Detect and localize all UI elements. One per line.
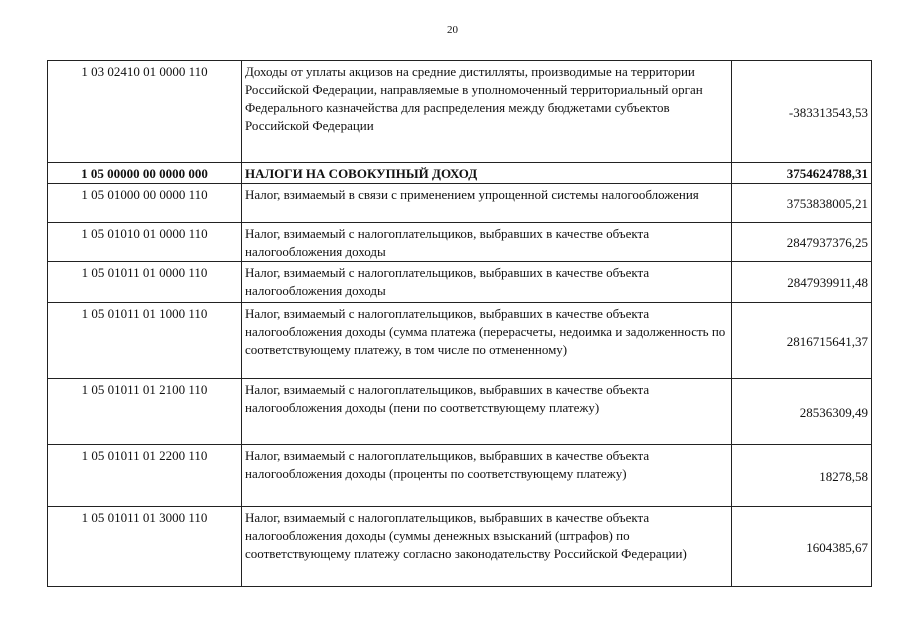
table-row	[48, 262, 872, 303]
table-row	[48, 379, 872, 445]
row-description-cell: Налог, взимаемый с налогоплательщиков, выбравших в качестве объекта налогообложения доходы (проценты по соответствующему платежу)	[242, 445, 732, 507]
table-row	[48, 445, 872, 507]
row-code-cell: 1 05 01011 01 2100 110	[48, 379, 242, 445]
row-amount-cell: 1604385,67	[732, 507, 872, 587]
page-number: 20	[447, 24, 458, 36]
table-row	[48, 223, 872, 262]
table-body	[48, 61, 872, 587]
row-description-cell: Налог, взимаемый с налогоплательщиков, выбравших в качестве объекта налогообложения доходы	[242, 223, 732, 262]
row-code-cell: 1 05 01000 00 0000 110	[48, 184, 242, 223]
table-row	[48, 61, 872, 163]
row-description-cell: Налог, взимаемый с налогоплательщиков, выбравших в качестве объекта налогообложения доходы (пени по соответствующему платежу)	[242, 379, 732, 445]
table-row	[48, 507, 872, 587]
row-description-cell: Налог, взимаемый с налогоплательщиков, выбравших в качестве объекта налогообложения доходы	[242, 262, 732, 303]
row-code-cell: 1 05 01011 01 0000 110	[48, 262, 242, 303]
row-description-cell: Налог, взимаемый с налогоплательщиков, выбравших в качестве объекта налогообложения доходы (суммы денежных взысканий (штрафов) по соответствующему платежу согласно законодательству Российской Федерации)	[242, 507, 732, 587]
row-description-cell: НАЛОГИ НА СОВОКУПНЫЙ ДОХОД	[242, 163, 732, 184]
row-code-cell: 1 05 01011 01 2200 110	[48, 445, 242, 507]
row-amount-cell: 3753838005,21	[732, 184, 872, 223]
row-amount-cell: 2816715641,37	[732, 303, 872, 379]
row-code-cell: 1 05 01011 01 1000 110	[48, 303, 242, 379]
budget-revenue-table	[47, 60, 872, 587]
row-description-cell: Налог, взимаемый с налогоплательщиков, выбравших в качестве объекта налогообложения доходы (сумма платежа (перерасчеты, недоимка и задолженность по соответствующему платежу, в том числе по отмененному)	[242, 303, 732, 379]
table-row	[48, 303, 872, 379]
row-amount-cell: 2847939911,48	[732, 262, 872, 303]
row-amount-cell: 18278,58	[732, 445, 872, 507]
row-code-cell: 1 05 01010 01 0000 110	[48, 223, 242, 262]
row-description-cell: Доходы от уплаты акцизов на средние дистилляты, производимые на территории Российской Федерации, направляемые в уполномоченный территориальный орган Федерального казначейства для распределения между бюджетами субъектов Российской Федерации	[242, 61, 732, 163]
row-amount-cell: 28536309,49	[732, 379, 872, 445]
row-code-cell: 1 05 00000 00 0000 000	[48, 163, 242, 184]
row-amount-cell: 2847937376,25	[732, 223, 872, 262]
row-amount-cell: 3754624788,31	[732, 163, 872, 184]
row-code-cell: 1 03 02410 01 0000 110	[48, 61, 242, 163]
row-code-cell: 1 05 01011 01 3000 110	[48, 507, 242, 587]
row-amount-cell: -383313543,53	[732, 61, 872, 163]
row-description-cell: Налог, взимаемый в связи с применением упрощенной системы налогообложения	[242, 184, 732, 223]
table-row	[48, 163, 872, 184]
table-row	[48, 184, 872, 223]
